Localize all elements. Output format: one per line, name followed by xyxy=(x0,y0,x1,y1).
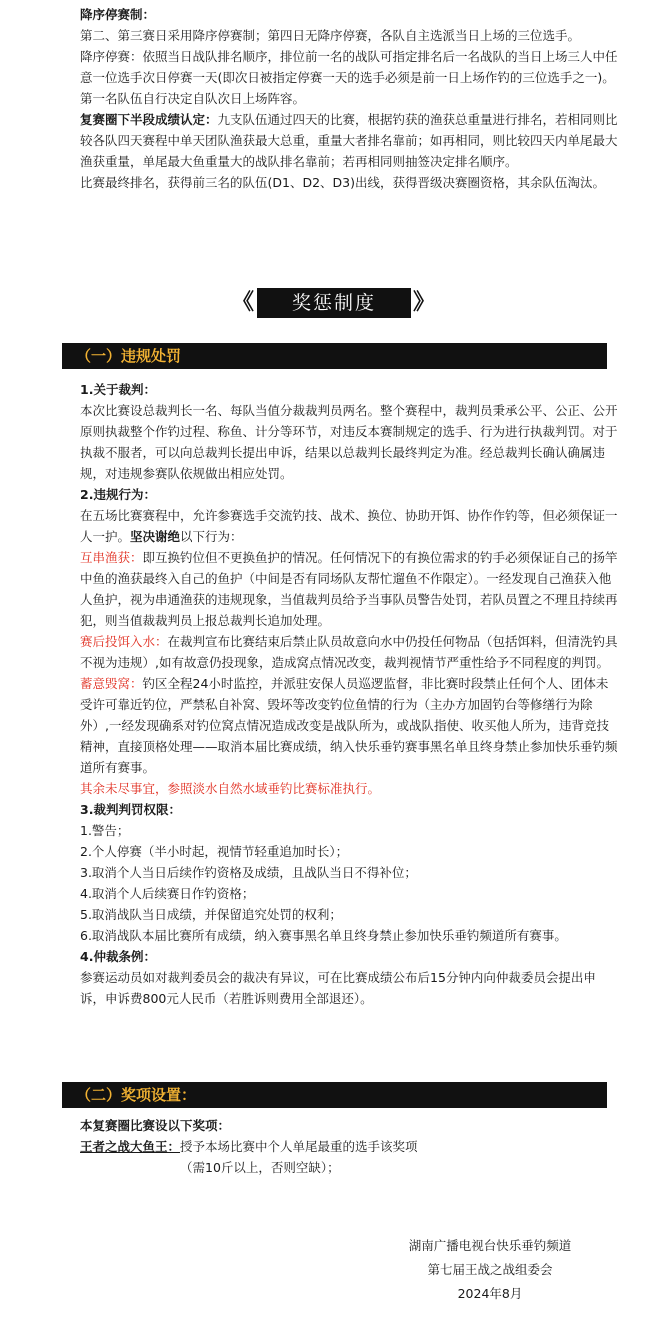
demotion-detail-text: 降序停赛：依照当日战队排名顺序，排位前一名的战队可指定排名后一名战队的当日上场三人中任意一位选手次日停赛一天(即次日被指定停赛一天的选手必须是前一日上场作钓的三位选手之一)。第一名队伍自行决定自队次日上场阵容。 xyxy=(80,49,618,106)
banner-title: 奖惩制度 xyxy=(257,288,411,318)
rule-fish-swap: 互串渔获：即互换钓位但不更换鱼护的情况。任何情况下的有换位需求的钓手必须保证自己的扬竿中鱼的渔获最终入自己的鱼护（中间是否有同场队友帮忙遛鱼不作限定）。一经发现自己渔获入他人鱼护，视为串通渔获的违规现象，当值裁判员给予当事队员警告处罚，若队员置之不理且持续再犯，则当值裁裁判员上报总裁判长追加处理。 xyxy=(80,550,618,628)
arbitration-heading: 4.仲裁条例： xyxy=(80,949,156,964)
award-name: 王者之战大鱼王： xyxy=(80,1139,181,1154)
list-item: 4.取消个人后续赛日作钓资格； xyxy=(80,886,255,901)
right-chevron-icon: 》 xyxy=(413,290,436,315)
signature-date: 2024年8月 xyxy=(457,1286,523,1301)
left-chevron-icon: 《 xyxy=(232,290,255,315)
top-section xyxy=(80,4,620,193)
referee-heading: 1.关于裁判： xyxy=(80,382,156,397)
final-ranking-text: 比赛最终排名，获得前三名的队伍(D1、D2、D3)出线，获得晋级决赛圈资格，其余队伍淘汰。 xyxy=(80,175,605,190)
award-text: 授予本场比赛中个人单尾最重的选手该奖项 xyxy=(180,1139,418,1154)
violations-section xyxy=(80,379,620,1009)
ranking-rule-label: 复赛圈下半段成绩认定： xyxy=(80,112,218,127)
section-title: （二）奖项设置： xyxy=(76,1086,197,1104)
awards-intro: 本复赛圈比赛设以下奖项： xyxy=(80,1118,231,1133)
section-header-awards xyxy=(62,1082,607,1108)
rule-post-match-bait: 赛后投饵入水：在裁判宣布比赛结束后禁止队员故意向水中仍投任何物品（包括饵料，但清洗钓具不视为违规）,如有故意仍投现象，造成窝点情况改变，裁判视情节严重性给予不同程度的判罚。 xyxy=(80,634,618,670)
demotion-rule-text: 第二、第三赛日采用降序停赛制；第四日无降序停赛，各队自主选派当日上场的三位选手。 xyxy=(80,28,581,43)
award-big-fish xyxy=(80,1136,620,1157)
violation-intro: 在五场比赛赛程中，允许参赛选手交流钓技、战术、换位、协助开饵、协作作钓等，但必须保证一人一护。坚决谢绝以下行为： xyxy=(80,508,618,544)
rule-label: 互串渔获： xyxy=(80,550,143,565)
rule-other-matters: 其余未尽事宜，参照淡水自然水域垂钓比赛标准执行。 xyxy=(80,781,381,796)
award-note: （需10斤以上，否则空缺）； xyxy=(180,1160,340,1175)
demotion-heading: 降序停赛制： xyxy=(80,7,156,22)
rule-label: 蓄意毁窝： xyxy=(80,676,143,691)
list-item: 5.取消战队当日成绩，并保留追究处罚的权利； xyxy=(80,907,342,922)
list-item: 1.警告； xyxy=(80,823,130,838)
list-item: 3.取消个人当日后续作钓资格及成绩，且战队当日不得补位； xyxy=(80,865,417,880)
reward-penalty-banner xyxy=(0,288,648,318)
awards-section xyxy=(80,1115,620,1178)
list-item: 6.取消战队本届比赛所有成绩，纳入赛事黑名单且终身禁止参加快乐垂钓频道所有赛事。 xyxy=(80,928,567,943)
strictly-refuse: 坚决谢绝 xyxy=(130,529,181,544)
section-header-violations xyxy=(62,343,607,369)
rule-nest-sabotage: 蓄意毁窝：钓区全程24小时监控，并派驻安保人员巡逻监督，非比赛时段禁止任何个人、团体未受许可靠近钓位，严禁私自补窝、毁坏等改变钓位鱼情的行为（主办方加固钓台等修缮行为除外）,一经发现确系对钓位窝点情况造成改变是战队所为，或战队指使、收买他人所为，违背竞技精神，直接顶格处理——取消本届比赛成绩，纳入快乐垂钓赛事黑名单且终身禁止参加快乐垂钓频道所有赛事。 xyxy=(80,676,618,775)
penalty-authority-heading: 3.裁判判罚权限： xyxy=(80,802,181,817)
rule-label: 赛后投饵入水： xyxy=(80,634,168,649)
list-item: 2.个人停赛（半小时起，视情节轻重追加时长）； xyxy=(80,844,349,859)
section-title: （一）违规处罚 xyxy=(76,347,182,365)
signature-block xyxy=(370,1234,610,1306)
organization-name: 湖南广播电视台快乐垂钓频道 xyxy=(408,1238,572,1253)
ranking-rule xyxy=(80,109,620,172)
ranking-rule-text: 九支队伍通过四天的比赛，根据钓获的渔获总重量进行排名，若相同则比较各队四天赛程中单天团队渔获最大总重，重量大者排名靠前；如再相同，则比较四天内单尾最大渔获重量，单尾最大鱼重量大的战队排名靠前；若再相同则抽签决定排名顺序。 xyxy=(80,112,618,169)
referee-text: 本次比赛设总裁判长一名、每队当值分裁裁判员两名。整个赛程中，裁判员秉承公平、公正、公开原则执裁整个作钓过程、称鱼、计分等环节，对违反本赛制规定的选手、行为进行执裁判罚。对于执裁不服者，可以向总裁判长提出申诉，结果以总裁判长最终判定为准。经总裁判长确认确属违规，对违规参赛队依规做出相应处罚。 xyxy=(80,403,618,481)
committee-name: 第七届王战之战组委会 xyxy=(427,1262,553,1277)
arbitration-text: 参赛运动员如对裁判委员会的裁决有异议，可在比赛成绩公布后15分钟内向仲裁委员会提出申诉，申诉费800元人民币（若胜诉则费用全部退还）。 xyxy=(80,970,596,1006)
violation-heading: 2.违规行为： xyxy=(80,487,156,502)
